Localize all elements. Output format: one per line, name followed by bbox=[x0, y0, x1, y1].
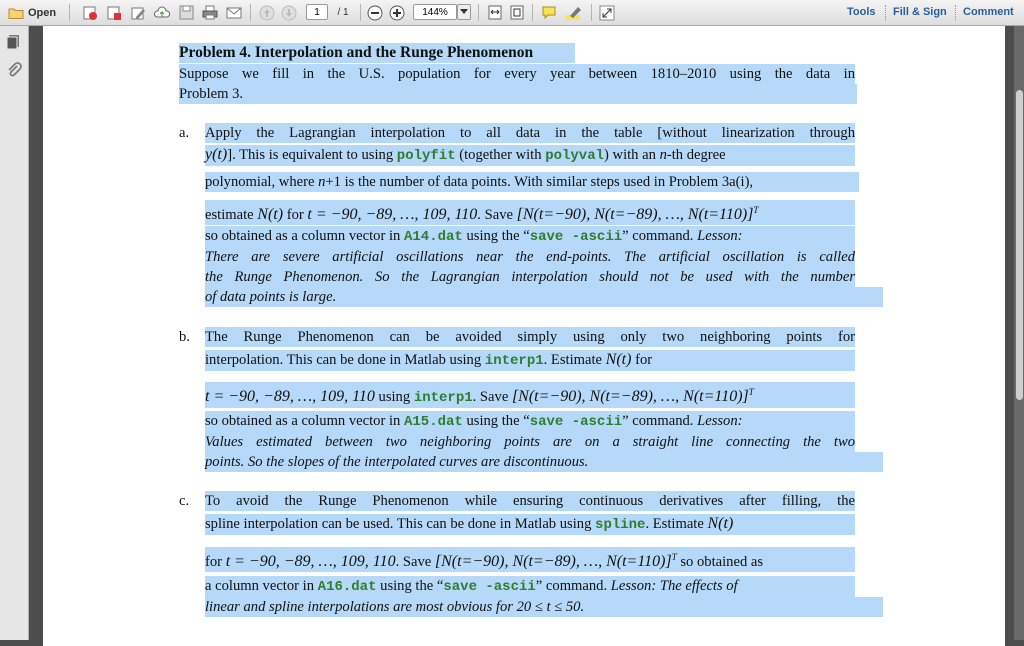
toolbar-divider bbox=[360, 4, 361, 21]
fit-page-button[interactable] bbox=[508, 3, 526, 22]
problem-title: Problem 4. Interpolation and the Runge Phenomenon bbox=[179, 44, 534, 61]
item-a-line: polynomial, where n+1 is the number of data points. With similar steps used in Problem 3a(i), bbox=[205, 172, 859, 192]
upload-button[interactable] bbox=[152, 3, 172, 22]
item-b-marker: b. bbox=[179, 329, 190, 345]
tools-button[interactable]: Tools bbox=[847, 6, 876, 18]
export-pdf-icon bbox=[106, 5, 122, 21]
navigation-pane bbox=[0, 26, 29, 640]
item-a-lesson: There are severe artificial oscillations near the end-points. The artificial oscillation is called bbox=[205, 249, 855, 265]
item-c-line: for t = −90, −89, …, 109, 110. Save [N(t=−90), N(t=−89), …, N(t=110)]$^T$ so obtained as bbox=[205, 547, 855, 572]
highlight-button[interactable] bbox=[564, 3, 584, 22]
folder-icon bbox=[8, 6, 24, 19]
zoom-out-button[interactable] bbox=[366, 3, 384, 22]
toolbar-divider bbox=[69, 4, 70, 21]
fit-page-icon bbox=[509, 5, 525, 20]
item-b-line: interpolation. This can be done in Matlab using interp1. Estimate N(t) for bbox=[205, 350, 855, 371]
toolbar-divider bbox=[955, 5, 957, 21]
zoom-out-icon bbox=[367, 5, 383, 21]
chevron-down-icon bbox=[460, 9, 468, 15]
zoom-in-icon bbox=[389, 5, 405, 21]
item-a-lesson: the Runge Phenomenon. So the Lagrangian interpolation should not be used with the number bbox=[205, 269, 855, 285]
comment-button[interactable]: Comment bbox=[963, 6, 1014, 18]
zoom-input[interactable]: 144% bbox=[413, 4, 457, 20]
fit-width-button[interactable] bbox=[486, 3, 504, 22]
page-number-input[interactable]: 1 bbox=[306, 4, 328, 20]
scrollbar-thumb[interactable] bbox=[1016, 90, 1023, 400]
open-label: Open bbox=[27, 6, 57, 19]
fill-sign-button[interactable]: Fill & Sign bbox=[893, 6, 947, 18]
item-a-line: y(t)]. This is equivalent to using polyfit (together with polyval) with an n-th degree bbox=[205, 145, 855, 166]
item-b-line: t = −90, −89, …, 109, 110 using interp1. Save [N(t=−90), N(t=−89), …, N(t=110)]$^T$ bbox=[205, 382, 855, 408]
zoom-in-button[interactable] bbox=[388, 3, 406, 22]
item-c-line: a column vector in A16.dat using the “save -ascii” command. Lesson: The effects of bbox=[205, 576, 855, 597]
zoom-dropdown-button[interactable] bbox=[457, 4, 471, 20]
intro-line: Suppose we fill in the U.S. population for every year between 1810–2010 using the data in bbox=[179, 66, 855, 82]
item-a-marker: a. bbox=[179, 125, 190, 141]
email-button[interactable] bbox=[224, 3, 244, 22]
toolbar-divider bbox=[478, 4, 479, 21]
toolbar bbox=[0, 0, 1024, 26]
page-total: / 1 bbox=[337, 7, 349, 18]
arrow-up-icon bbox=[259, 5, 275, 21]
attachments-button[interactable] bbox=[6, 62, 22, 85]
highlighter-icon bbox=[565, 5, 583, 21]
create-pdf-button[interactable] bbox=[80, 3, 100, 22]
vertical-scrollbar[interactable] bbox=[1014, 26, 1024, 640]
arrow-down-icon bbox=[281, 5, 297, 21]
toolbar-divider bbox=[885, 5, 887, 21]
save-button[interactable] bbox=[176, 3, 196, 22]
envelope-icon bbox=[226, 7, 242, 19]
toolbar-divider bbox=[532, 4, 533, 21]
print-button[interactable] bbox=[200, 3, 220, 22]
save-icon bbox=[179, 5, 194, 20]
item-a-line: estimate N(t) for t = −90, −89, …, 109, 110. Save [N(t=−90), N(t=−89), …, N(t=110)]$^T$ bbox=[205, 200, 855, 225]
item-a-line: Apply the Lagrangian interpolation to all data in the table [without linearization through bbox=[205, 125, 855, 141]
item-b-lesson: Values estimated between two neighboring points are on a straight line connecting the two bbox=[205, 434, 855, 450]
item-a-line: so obtained as a column vector in A14.dat using the “save -ascii” command. Lesson: bbox=[205, 226, 855, 247]
comment-bubble-icon bbox=[541, 5, 557, 20]
export-pdf-button[interactable] bbox=[104, 3, 124, 22]
expand-icon bbox=[599, 5, 615, 21]
open-button[interactable] bbox=[4, 3, 60, 22]
cloud-upload-icon bbox=[154, 5, 170, 21]
pencil-icon bbox=[130, 5, 146, 21]
fit-width-icon bbox=[487, 5, 503, 20]
item-b-lesson: points. So the slopes of the interpolated curves are discontinuous. bbox=[205, 452, 883, 472]
intro-line: Problem 3. bbox=[179, 84, 857, 104]
item-c-line: spline interpolation can be used. This can be done in Matlab using spline. Estimate N(t) bbox=[205, 514, 855, 535]
expand-button[interactable] bbox=[597, 3, 617, 22]
item-c-line: To avoid the Runge Phenomenon while ensuring continuous derivatives after filling, the bbox=[205, 493, 855, 509]
item-b-line: The Runge Phenomenon can be avoided simply using only two neighboring points for bbox=[205, 329, 855, 345]
page-thumbnails-button[interactable] bbox=[6, 34, 22, 55]
pages-icon bbox=[6, 34, 22, 50]
next-page-button[interactable] bbox=[280, 3, 298, 22]
print-icon bbox=[202, 5, 218, 20]
toolbar-divider bbox=[591, 4, 592, 21]
previous-page-button[interactable] bbox=[258, 3, 276, 22]
create-pdf-icon bbox=[82, 5, 98, 21]
toolbar-divider bbox=[250, 4, 251, 21]
sticky-note-button[interactable] bbox=[540, 3, 558, 22]
item-c-lesson: linear and spline interpolations are most obvious for 20 ≤ t ≤ 50. bbox=[205, 597, 883, 617]
edit-pdf-button[interactable] bbox=[128, 3, 148, 22]
item-a-lesson: of data points is large. bbox=[205, 287, 883, 307]
paperclip-icon bbox=[6, 62, 22, 80]
item-b-line: so obtained as a column vector in A15.dat using the “save -ascii” command. Lesson: bbox=[205, 411, 855, 432]
item-c-marker: c. bbox=[179, 493, 190, 509]
